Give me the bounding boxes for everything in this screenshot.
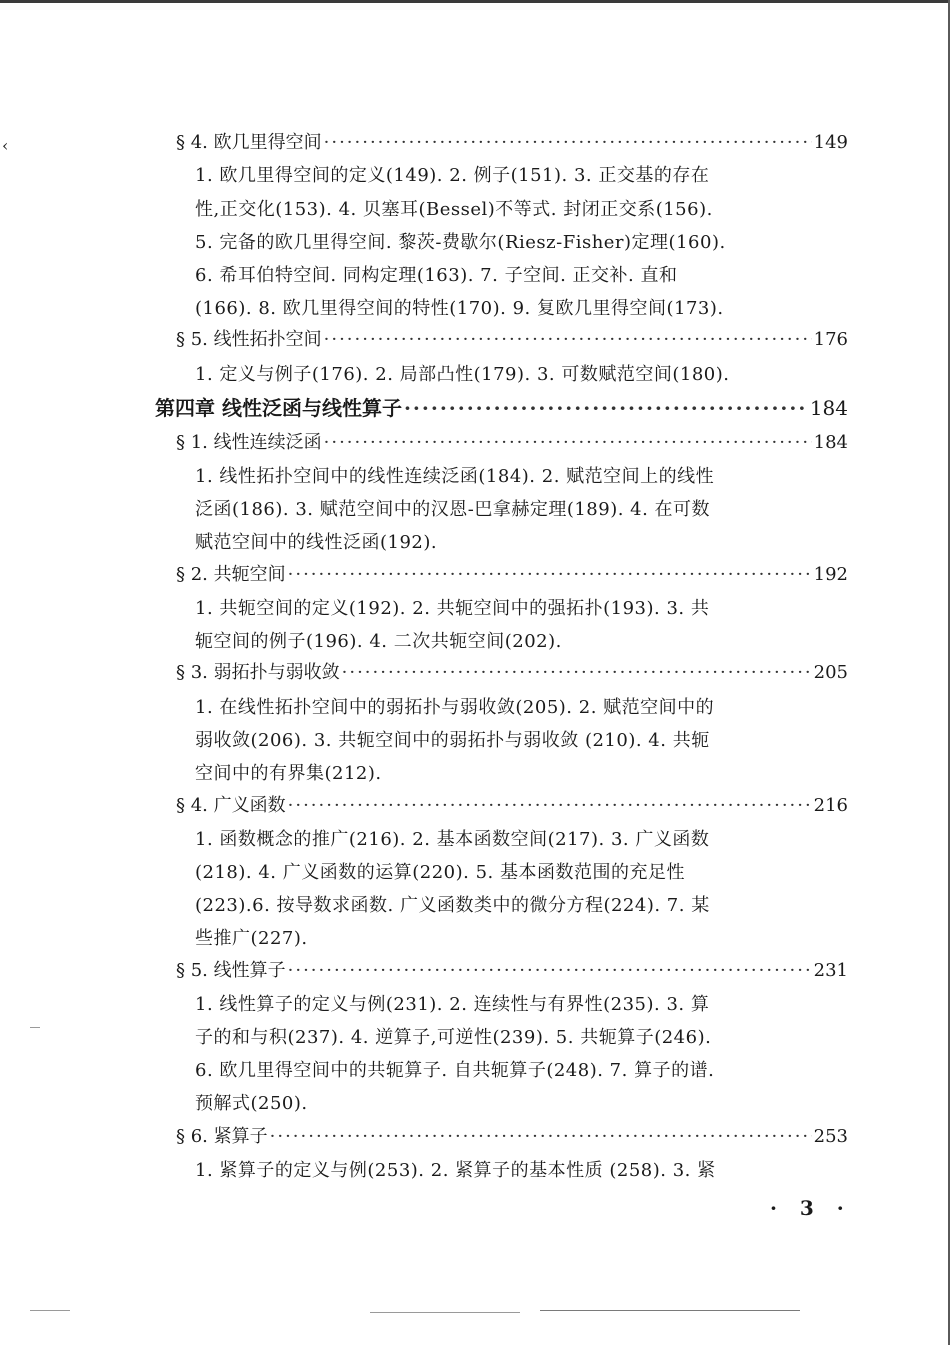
toc-entry-page: 184 — [809, 396, 848, 420]
toc-desc-line: 6. 希耳伯特空间. 同构定理(163). 7. 子空间. 正交补. 直和 — [195, 265, 678, 286]
scan-smudge — [370, 1312, 520, 1313]
page-number: · 3 · — [770, 1196, 852, 1220]
leader-dots — [342, 662, 812, 684]
toc-desc-line: 1. 函数概念的推广(216). 2. 基本函数空间(217). 3. 广义函数 — [195, 829, 710, 850]
toc-entry-sec4-3[interactable] — [176, 662, 848, 684]
toc-desc-line: (166). 8. 欧几里得空间的特性(170). 9. 复欧几里得空间(173). — [195, 298, 724, 319]
scan-smudge — [30, 1310, 70, 1311]
leader-dots — [404, 397, 808, 419]
toc-desc-line: 赋范空间中的线性泛函(192). — [195, 532, 438, 553]
toc-entry-chapter4[interactable] — [155, 397, 848, 419]
toc-entry-label: § 5. 线性拓扑空间 — [176, 329, 322, 350]
toc-entry-sec4-4[interactable] — [176, 795, 848, 817]
toc-desc-line: 5. 完备的欧几里得空间. 黎茨-费歇尔(Riesz-Fisher)定理(160). — [195, 232, 726, 253]
toc-entry-page: 184 — [813, 432, 848, 453]
scan-edge-top — [0, 0, 950, 3]
toc-desc-line: 1. 线性拓扑空间中的线性连续泛函(184). 2. 赋范空间上的线性 — [195, 466, 715, 487]
toc-entry-sec4-6[interactable] — [176, 1126, 848, 1148]
toc-entry-label: § 5. 线性算子 — [176, 960, 286, 981]
toc-desc-line: 1. 定义与例子(176). 2. 局部凸性(179). 3. 可数赋范空间(180). — [195, 364, 730, 385]
toc-entry-label: § 4. 欧几里得空间 — [176, 132, 322, 153]
toc-desc-line: 1. 线性算子的定义与例(231). 2. 连续性与有界性(235). 3. 算 — [195, 994, 710, 1015]
toc-entry-page: 192 — [813, 564, 848, 585]
toc-desc-line: 性,正交化(153). 4. 贝塞耳(Bessel)不等式. 封闭正交系(156). — [195, 199, 713, 220]
scan-smudge — [30, 1027, 40, 1028]
toc-desc-line: 1. 欧几里得空间的定义(149). 2. 例子(151). 3. 正交基的存在 — [195, 165, 710, 186]
toc-desc-line: 些推广(227). — [195, 928, 308, 949]
leader-dots — [324, 132, 812, 154]
scan-smudge — [540, 1310, 800, 1311]
toc-desc-line: (223).6. 按导数求函数. 广义函数类中的微分方程(224). 7. 某 — [195, 895, 710, 916]
toc-entry-page: 253 — [813, 1126, 848, 1147]
toc-entry-sec4-2[interactable] — [176, 564, 848, 586]
toc-desc-line: 轭空间的例子(196). 4. 二次共轭空间(202). — [195, 631, 562, 652]
toc-entry-label: § 1. 线性连续泛函 — [176, 432, 322, 453]
toc-desc-line: 空间中的有界集(212). — [195, 763, 382, 784]
toc-entry-sec3-5[interactable] — [176, 329, 848, 351]
toc-entry-label: § 2. 共轭空间 — [176, 564, 286, 585]
toc-desc-line: (218). 4. 广义函数的运算(220). 5. 基本函数范围的充足性 — [195, 862, 685, 883]
toc-desc-line: 1. 共轭空间的定义(192). 2. 共轭空间中的强拓扑(193). 3. 共 — [195, 598, 710, 619]
toc-entry-page: 205 — [813, 662, 848, 683]
toc-entry-label: § 6. 紧算子 — [176, 1126, 268, 1147]
leader-dots — [288, 795, 812, 817]
toc-entry-page: 216 — [813, 795, 848, 816]
leader-dots — [288, 564, 812, 586]
leader-dots — [288, 960, 812, 982]
scan-mark-icon: ‹ — [2, 136, 9, 155]
toc-desc-line: 1. 紧算子的定义与例(253). 2. 紧算子的基本性质 (258). 3. 紧 — [195, 1160, 716, 1181]
toc-desc-line: 子的和与积(237). 4. 逆算子,可逆性(239). 5. 共轭算子(246). — [195, 1027, 712, 1048]
leader-dots — [324, 329, 812, 351]
toc-chapter-label: 第四章 线性泛函与线性算子 — [155, 396, 402, 420]
toc-entry-page: 231 — [813, 960, 848, 981]
toc-entry-sec4-5[interactable] — [176, 960, 848, 982]
toc-desc-line: 1. 在线性拓扑空间中的弱拓扑与弱收敛(205). 2. 赋范空间中的 — [195, 697, 715, 718]
toc-entry-label: § 4. 广义函数 — [176, 795, 286, 816]
toc-entry-page: 176 — [813, 329, 848, 350]
toc-desc-line: 预解式(250). — [195, 1093, 308, 1114]
toc-entry-sec4-1[interactable] — [176, 432, 848, 454]
toc-desc-line: 弱收敛(206). 3. 共轭空间中的弱拓扑与弱收敛 (210). 4. 共轭 — [195, 730, 710, 751]
leader-dots — [324, 432, 812, 454]
toc-entry-sec3-4[interactable] — [176, 132, 848, 154]
toc-desc-line: 6. 欧几里得空间中的共轭算子. 自共轭算子(248). 7. 算子的谱. — [195, 1060, 715, 1081]
toc-desc-line: 泛函(186). 3. 赋范空间中的汉恩-巴拿赫定理(189). 4. 在可数 — [195, 499, 711, 520]
toc-entry-label: § 3. 弱拓扑与弱收敛 — [176, 662, 340, 683]
leader-dots — [270, 1126, 812, 1148]
toc-entry-page: 149 — [813, 132, 848, 153]
